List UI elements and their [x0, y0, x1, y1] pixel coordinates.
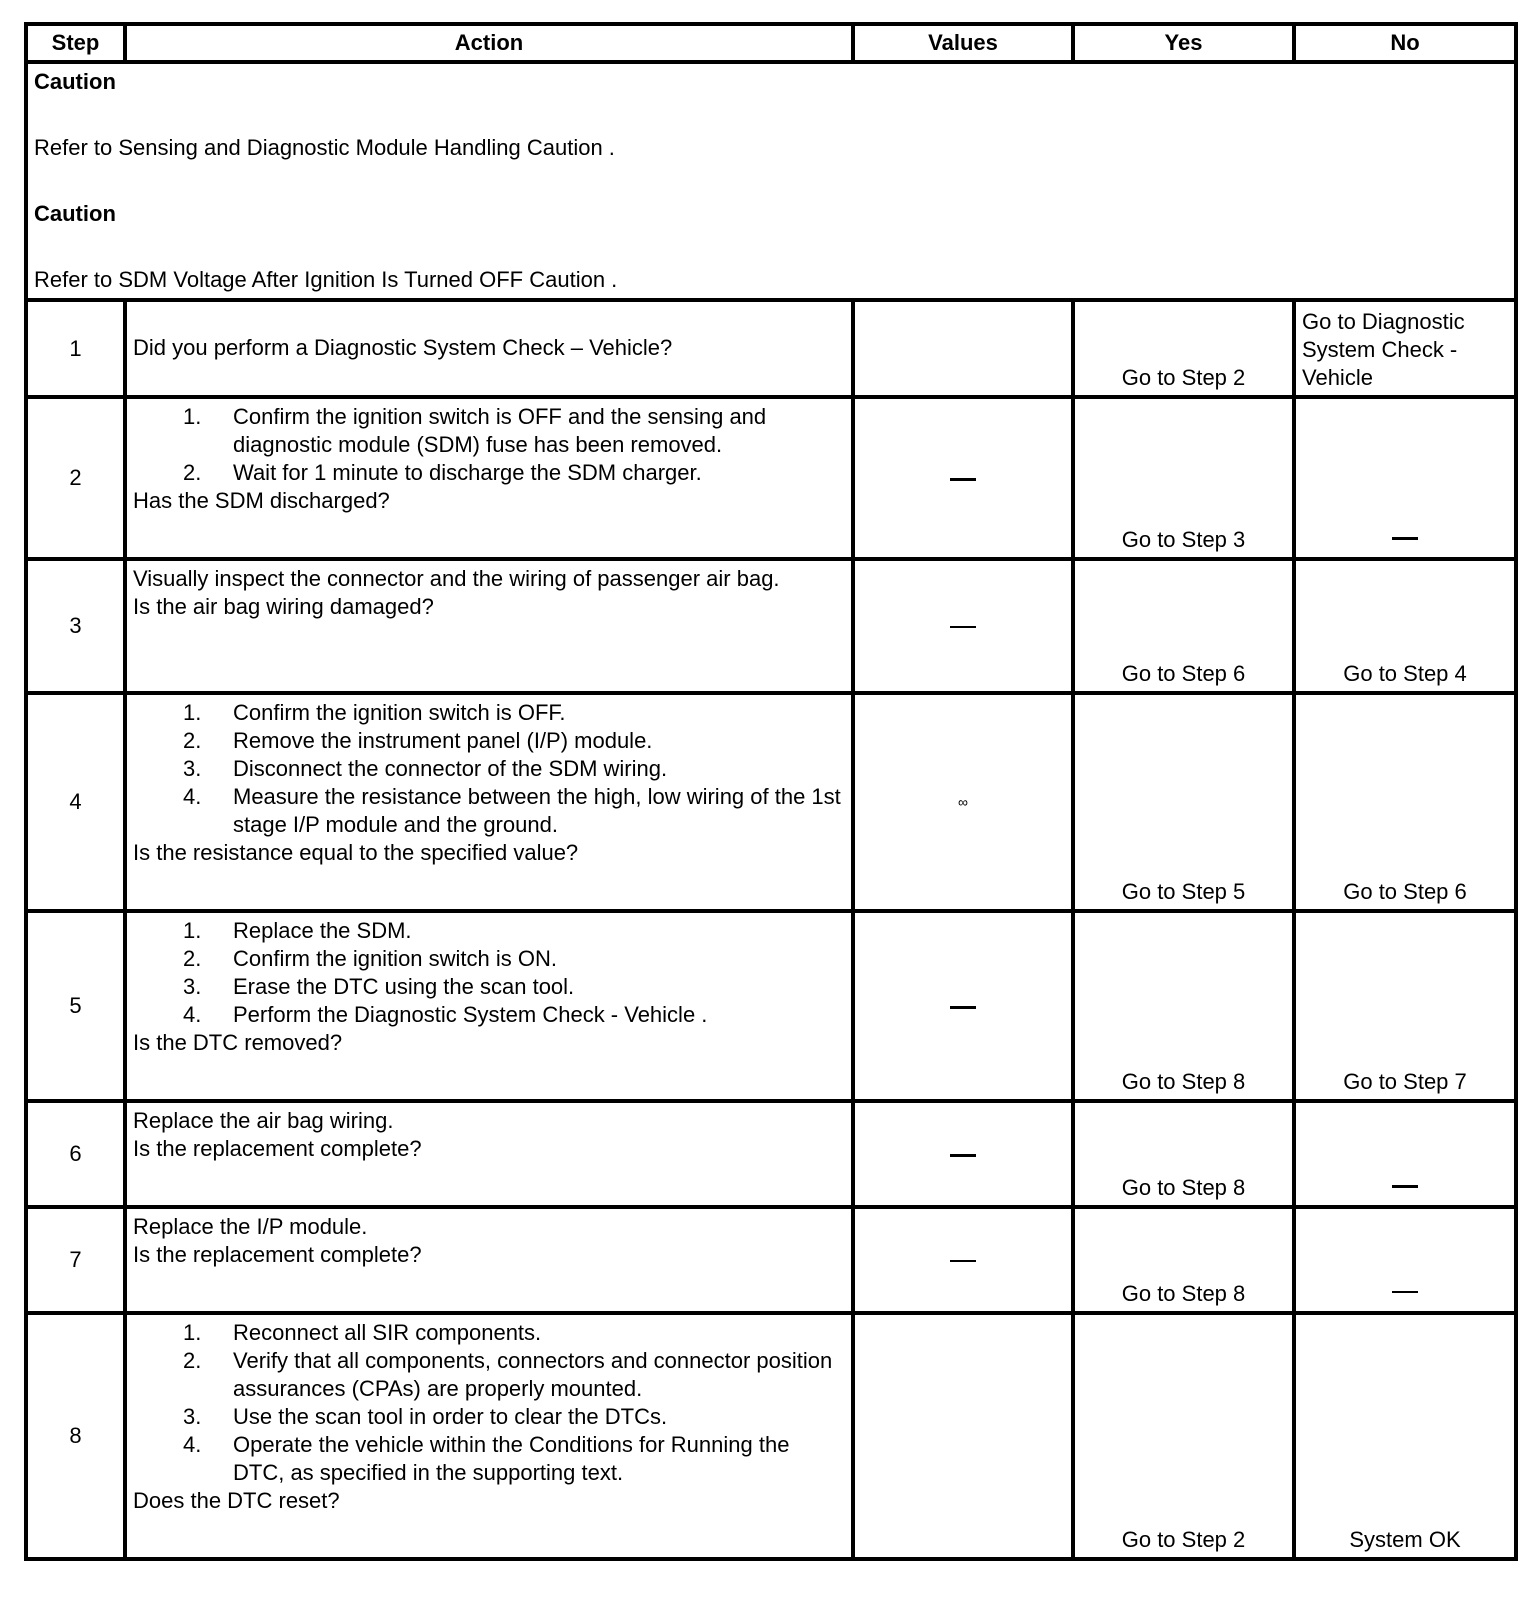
step-no-value	[1294, 1207, 1516, 1313]
step-action	[125, 1207, 853, 1313]
table-row	[26, 559, 1516, 693]
step-number: 1	[26, 300, 125, 397]
step-text: Replace the I/P module.	[133, 1214, 368, 1239]
step-question: Does the DTC reset?	[133, 1488, 340, 1513]
step-no-link[interactable]: Go to Step 4	[1294, 559, 1516, 693]
dash-mark	[1392, 537, 1418, 540]
step-yes-link[interactable]: Go to Step 2	[1073, 300, 1294, 397]
table-row	[26, 1207, 1516, 1313]
item-number: 4.	[183, 1002, 202, 1027]
caution-text: Refer to Sensing and Diagnostic Module Handling Caution .	[34, 135, 615, 160]
step-yes-link[interactable]: Go to Step 8	[1073, 1207, 1294, 1313]
list-item	[133, 403, 845, 459]
item-number: 4.	[183, 784, 202, 809]
step-no-link[interactable]: Go to Diagnostic System Check - Vehicle	[1294, 300, 1516, 397]
dash-mark	[950, 478, 976, 481]
caution-heading: Caution	[34, 69, 116, 94]
step-value	[853, 911, 1073, 1101]
item-number: 1.	[183, 700, 202, 725]
step-yes-link[interactable]: Go to Step 8	[1073, 911, 1294, 1101]
list-item	[133, 727, 845, 755]
item-text: Wait for 1 minute to discharge the SDM charger.	[233, 460, 702, 485]
item-text: Reconnect all SIR components.	[233, 1320, 542, 1345]
caution-cell	[26, 62, 1516, 300]
item-number: 1.	[183, 404, 202, 429]
list-item	[133, 459, 845, 487]
step-yes-link[interactable]: Go to Step 6	[1073, 559, 1294, 693]
step-question: Is the replacement complete?	[133, 1242, 422, 1267]
step-action	[125, 559, 853, 693]
item-text: Confirm the ignition switch is OFF and the sensing and diagnostic module (SDM) fuse has been removed.	[233, 404, 767, 457]
dash-mark	[950, 626, 976, 628]
step-instructions	[133, 1319, 845, 1487]
step-instructions	[133, 917, 845, 1029]
step-text: Replace the air bag wiring.	[133, 1108, 394, 1133]
list-item	[133, 945, 845, 973]
step-value	[853, 300, 1073, 397]
step-number: 8	[26, 1313, 125, 1559]
item-number: 2.	[183, 1348, 202, 1373]
dash-mark	[950, 1006, 976, 1009]
header-action: Action	[125, 24, 853, 62]
item-text: Remove the instrument panel (I/P) module.	[233, 728, 653, 753]
item-number: 2.	[183, 946, 202, 971]
list-item	[133, 1319, 845, 1347]
step-action	[125, 1313, 853, 1559]
item-text: Confirm the ignition switch is ON.	[233, 946, 557, 971]
dash-mark	[950, 1154, 976, 1157]
table-row	[26, 1101, 1516, 1207]
step-value	[853, 1101, 1073, 1207]
header-values: Values	[853, 24, 1073, 62]
step-instructions	[133, 699, 845, 839]
header-row	[26, 24, 1516, 62]
table-row	[26, 911, 1516, 1101]
step-value	[853, 397, 1073, 559]
step-action	[125, 1101, 853, 1207]
item-number: 4.	[183, 1432, 202, 1457]
list-item	[133, 1403, 845, 1431]
list-item	[133, 783, 845, 839]
step-no-link[interactable]: Go to Step 7	[1294, 911, 1516, 1101]
item-number: 2.	[183, 728, 202, 753]
step-no-value	[1294, 1101, 1516, 1207]
list-item	[133, 1001, 845, 1029]
step-question: Is the replacement complete?	[133, 1136, 422, 1161]
item-number: 1.	[183, 1320, 202, 1345]
dash-mark	[1392, 1185, 1418, 1188]
list-item	[133, 1347, 845, 1403]
step-action	[125, 911, 853, 1101]
list-item	[133, 973, 845, 1001]
step-value	[853, 559, 1073, 693]
item-text: Use the scan tool in order to clear the DTCs.	[233, 1404, 668, 1429]
item-text: Erase the DTC using the scan tool.	[233, 974, 575, 999]
item-text: Verify that all components, connectors and connector position assurances (CPAs) are properly mounted.	[233, 1348, 833, 1401]
table-row	[26, 1313, 1516, 1559]
step-value	[853, 1313, 1073, 1559]
step-text: Visually inspect the connector and the wiring of passenger air bag.	[133, 566, 780, 591]
item-number: 1.	[183, 918, 202, 943]
item-text: Replace the SDM.	[233, 918, 412, 943]
step-question: Is the air bag wiring damaged?	[133, 594, 434, 619]
item-text: Measure the resistance between the high, low wiring of the 1st stage I/P module and the ground.	[233, 784, 841, 837]
step-value: ∞	[853, 693, 1073, 911]
table-row	[26, 300, 1516, 397]
item-number: 3.	[183, 974, 202, 999]
step-yes-link[interactable]: Go to Step 2	[1073, 1313, 1294, 1559]
item-number: 3.	[183, 756, 202, 781]
step-no-link[interactable]: System OK	[1294, 1313, 1516, 1559]
item-number: 2.	[183, 460, 202, 485]
step-no-link[interactable]: Go to Step 6	[1294, 693, 1516, 911]
dash-mark	[1392, 1291, 1418, 1293]
header-yes: Yes	[1073, 24, 1294, 62]
step-question: Is the DTC removed?	[133, 1030, 343, 1055]
step-number: 4	[26, 693, 125, 911]
caution-heading: Caution	[34, 201, 116, 226]
step-question: Is the resistance equal to the specified value?	[133, 840, 579, 865]
step-question: Has the SDM discharged?	[133, 488, 390, 513]
step-yes-link[interactable]: Go to Step 8	[1073, 1101, 1294, 1207]
step-action	[125, 397, 853, 559]
step-no-value	[1294, 397, 1516, 559]
caution-text: Refer to SDM Voltage After Ignition Is Turned OFF Caution .	[34, 267, 618, 292]
step-number: 7	[26, 1207, 125, 1313]
list-item	[133, 917, 845, 945]
step-yes-link[interactable]: Go to Step 3	[1073, 397, 1294, 559]
step-value	[853, 1207, 1073, 1313]
step-number: 3	[26, 559, 125, 693]
table-row	[26, 693, 1516, 911]
step-action	[125, 693, 853, 911]
list-item	[133, 699, 845, 727]
header-step: Step	[26, 24, 125, 62]
item-text: Operate the vehicle within the Conditions for Running the DTC, as specified in the supporting text.	[233, 1432, 790, 1485]
item-text: Confirm the ignition switch is OFF.	[233, 700, 566, 725]
item-text: Perform the Diagnostic System Check - Vehicle .	[233, 1002, 708, 1027]
step-number: 6	[26, 1101, 125, 1207]
step-number: 2	[26, 397, 125, 559]
list-item	[133, 755, 845, 783]
step-instructions	[133, 403, 845, 487]
step-yes-link[interactable]: Go to Step 5	[1073, 693, 1294, 911]
item-number: 3.	[183, 1404, 202, 1429]
list-item	[133, 1431, 845, 1487]
item-text: Disconnect the connector of the SDM wiring.	[233, 756, 668, 781]
caution-row	[26, 62, 1516, 300]
table-row	[26, 397, 1516, 559]
step-question: Did you perform a Diagnostic System Check – Vehicle?	[125, 300, 853, 397]
step-number: 5	[26, 911, 125, 1101]
diagnostic-table	[24, 22, 1518, 1561]
header-no: No	[1294, 24, 1516, 62]
dash-mark	[950, 1260, 976, 1262]
